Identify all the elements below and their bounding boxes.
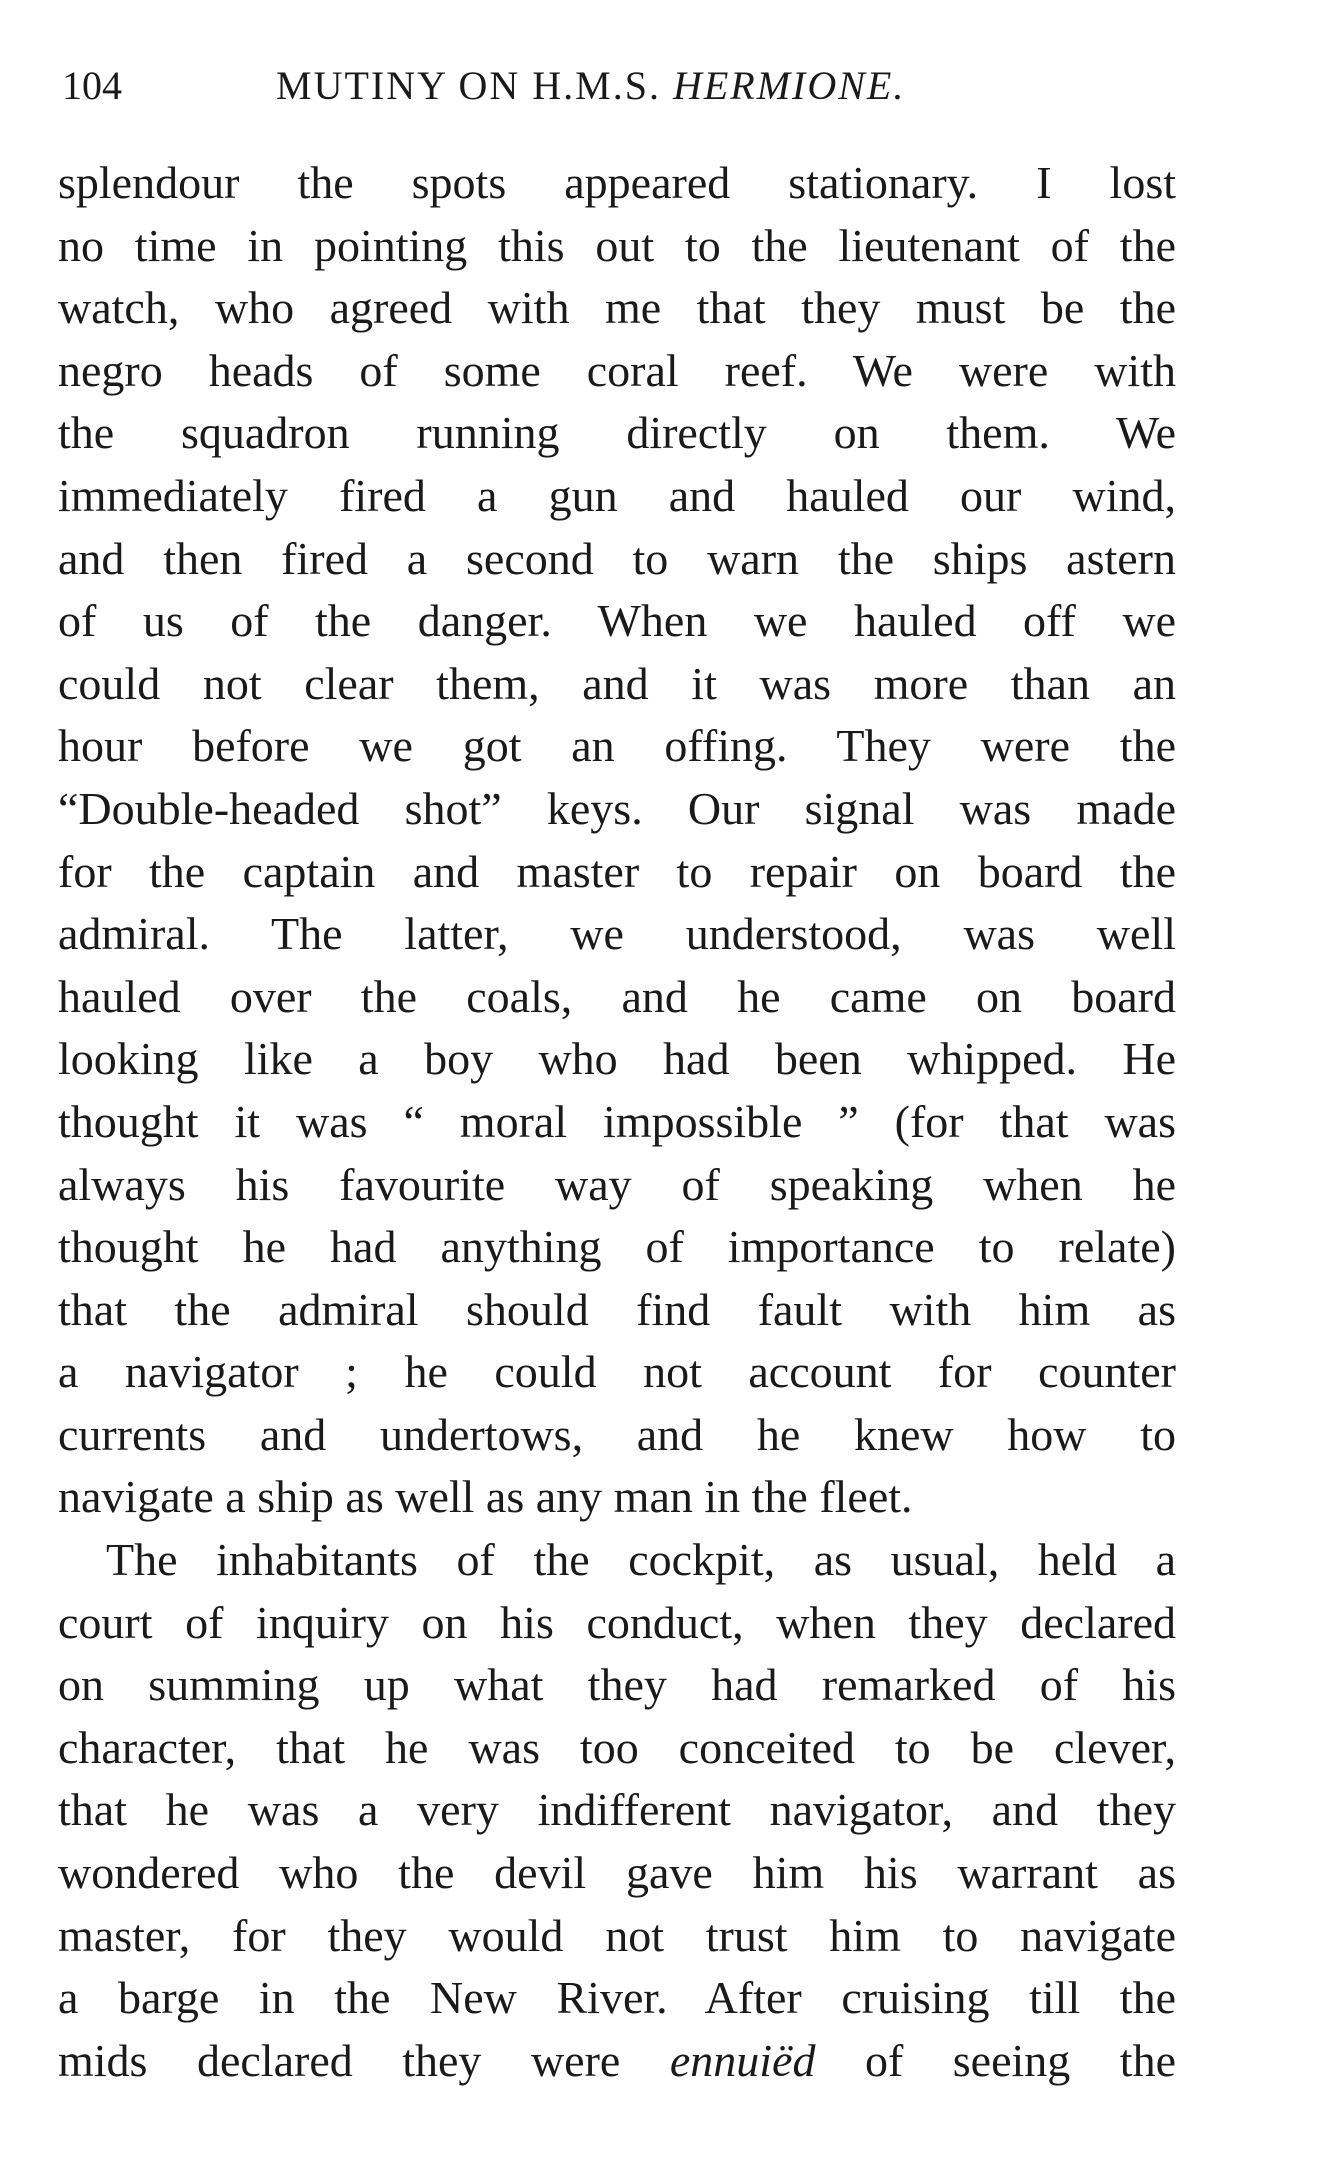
text-line: currents and undertows, and he knew how to <box>58 1408 1176 1460</box>
running-title-ship: HERMIONE. <box>672 63 906 108</box>
text-line: the squadron running directly on them. We <box>58 407 1176 459</box>
paragraph-1 <box>58 152 1176 1529</box>
running-title <box>276 62 905 109</box>
text-line: looking like a boy who had been whipped. He <box>58 1033 1176 1085</box>
text-line: wondered who the devil gave him his warrant as <box>58 1847 1176 1899</box>
text-line: that he was a very indifferent navigator, and they <box>58 1784 1176 1836</box>
text-line: thought it was “ moral impossible ” (for that was <box>58 1095 1176 1147</box>
text-line: thought he had anything of importance to relate) <box>58 1221 1176 1273</box>
text-line: negro heads of some coral reef. We were with <box>58 344 1176 396</box>
paragraph-2 <box>58 1529 1176 2092</box>
text-line: navigate a ship as well as any man in the fleet. <box>58 1471 913 1523</box>
text-line: a barge in the New River. After cruising till the <box>58 1972 1176 2024</box>
text-line: for the captain and master to repair on board the <box>58 845 1176 897</box>
text-line: no time in pointing this out to the lieutenant of the <box>58 219 1176 271</box>
line-text-before: mids declared they were <box>58 2034 670 2086</box>
running-title-prefix: MUTINY ON H.M.S. <box>276 63 673 108</box>
text-line: always his favourite way of speaking when he <box>58 1158 1176 1210</box>
text-line: hour before we got an offing. They were the <box>58 720 1176 772</box>
text-line: character, that he was too conceited to be clever, <box>58 1721 1176 1773</box>
text-line: The inhabitants of the cockpit, as usual, held a <box>106 1534 1176 1586</box>
text-line: “Double-headed shot” keys. Our signal was made <box>58 782 1176 834</box>
text-line: and then fired a second to warn the ships astern <box>58 532 1176 584</box>
italic-word: ennuiëd <box>669 2034 816 2086</box>
page-number: 104 <box>62 63 122 108</box>
text-line: of us of the danger. When we hauled off we <box>58 595 1176 647</box>
text-line: court of inquiry on his conduct, when they declared <box>58 1596 1176 1648</box>
text-line: could not clear them, and it was more than an <box>58 657 1176 709</box>
text-line: watch, who agreed with me that they must be the <box>58 282 1176 334</box>
text-line: admiral. The latter, we understood, was well <box>58 908 1176 960</box>
text-line: on summing up what they had remarked of his <box>58 1659 1176 1711</box>
text-line: splendour the spots appeared stationary. I lost <box>58 157 1176 208</box>
text-line: that the admiral should find fault with him as <box>58 1283 1176 1335</box>
text-line: master, for they would not trust him to navigate <box>58 1909 1176 1961</box>
text-line: immediately fired a gun and hauled our wind, <box>58 469 1176 521</box>
line-text-after: of seeing the <box>815 2034 1176 2086</box>
text-line <box>58 2030 1176 2093</box>
text-line: hauled over the coals, and he came on board <box>58 970 1176 1022</box>
running-header <box>62 62 1182 122</box>
text-line: a navigator ; he could not account for counter <box>58 1346 1176 1398</box>
body-text <box>58 152 1176 2092</box>
